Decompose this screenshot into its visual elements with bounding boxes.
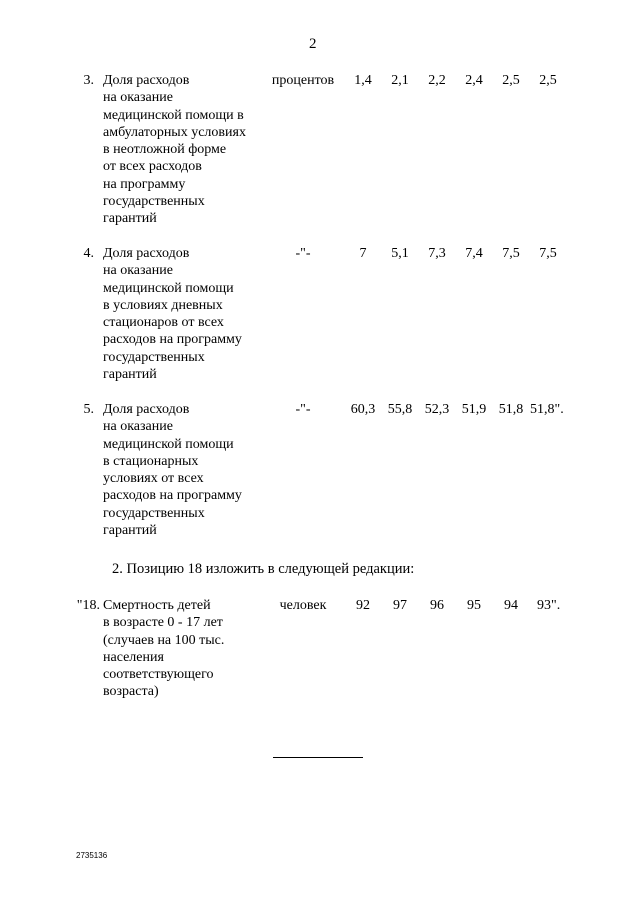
row-unit: человек (279, 598, 327, 613)
row-unit: процентов (271, 73, 335, 88)
row-value: 51,9 (461, 402, 487, 417)
row-value: 5,1 (391, 246, 409, 261)
row-value: 97 (393, 598, 407, 613)
row-value: 7,5 (539, 246, 557, 261)
row-value: 2,4 (465, 73, 483, 88)
row-value: 52,3 (424, 402, 450, 417)
row-value: 55,8 (387, 402, 413, 417)
row-description: Доля расходов на оказание медицинской помощи в амбулаторных условиях в неотложной форме от всех расходов на программу государственных гарантий (103, 73, 246, 227)
row-value: 2,2 (428, 73, 446, 88)
row-value: 96 (430, 598, 444, 613)
row-value: 7,4 (465, 246, 483, 261)
row-number: 5. (83, 402, 94, 417)
row-value: 2,5 (539, 73, 557, 88)
row-description: Доля расходов на оказание медицинской помощи в условиях дневных стационаров от всех расходов на программу государственных гарантий (103, 246, 242, 383)
row-value: 94 (504, 598, 518, 613)
row-value: 7 (359, 246, 367, 261)
row-description: Смертность детей в возрасте 0 - 17 лет (случаев на 100 тыс. населения соответствующего возраста) (103, 598, 225, 700)
row-value: 93". (537, 598, 561, 613)
row-value: 7,5 (502, 246, 520, 261)
row-number: 3. (83, 73, 94, 88)
row-number: 4. (83, 246, 94, 261)
row-unit: -"- (295, 402, 311, 417)
row-description: Доля расходов на оказание медицинской помощи в стационарных условиях от всех расходов на программу государственных гарантий (103, 402, 242, 539)
row-value: 51,8". (530, 402, 564, 417)
document-code: 2735136 (76, 851, 108, 860)
row-value: 95 (467, 598, 481, 613)
instruction-paragraph: 2. Позицию 18 изложить в следующей редакции: (112, 561, 415, 577)
separator-line (273, 757, 363, 758)
row-number: "18. (76, 598, 100, 613)
page-number: 2 (309, 36, 317, 52)
row-value: 2,1 (391, 73, 409, 88)
row-unit: -"- (295, 246, 311, 261)
row-value: 92 (356, 598, 370, 613)
row-value: 51,8 (498, 402, 524, 417)
row-value: 60,3 (350, 402, 376, 417)
row-value: 2,5 (502, 73, 520, 88)
row-value: 1,4 (354, 73, 372, 88)
row-value: 7,3 (428, 246, 446, 261)
